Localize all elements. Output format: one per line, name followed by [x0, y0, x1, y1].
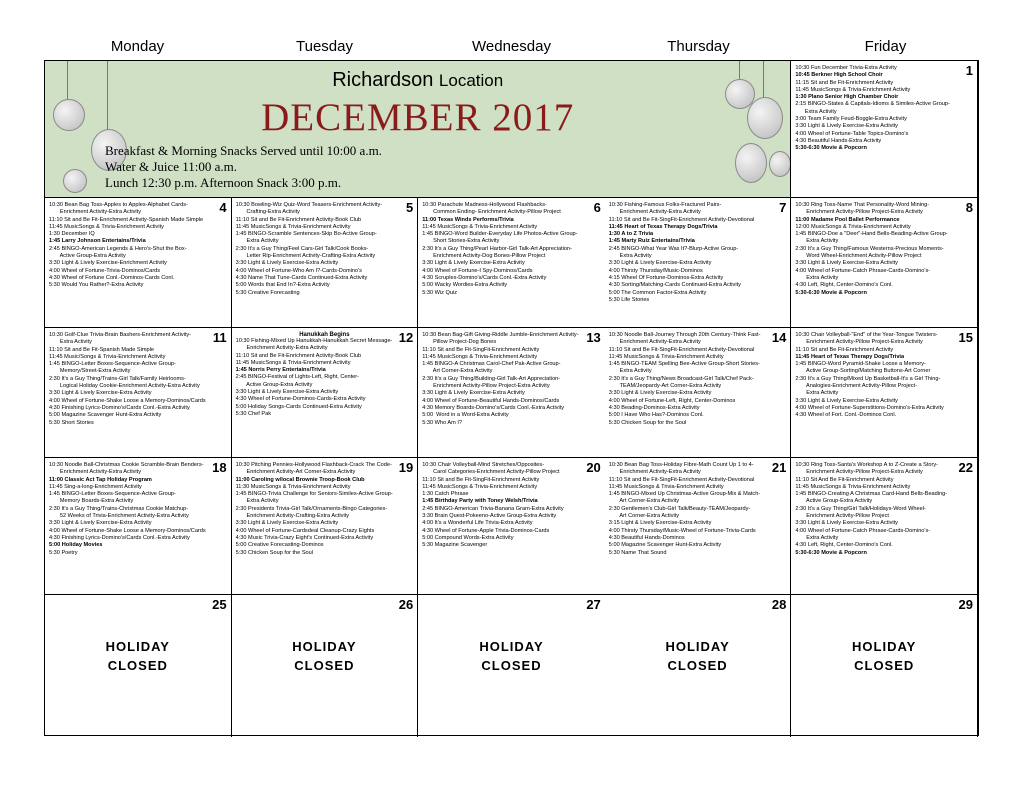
day-number: 25	[212, 597, 227, 612]
day-cell-5	[232, 198, 419, 328]
activity-line: Active Group-Extra Activity	[49, 253, 126, 260]
day-event-title: Hanukkah Begins	[299, 332, 350, 338]
activity-line: Letter Rip-Enrichment Activity-Crafting-Extra Activity	[235, 253, 376, 260]
activity-line: 1:45 Larry Johnson Entertains/Trivia	[49, 238, 146, 245]
activity-line: 11:45 MusicSongs & Trivia-Enrichment Activity	[422, 353, 538, 360]
activity-line: 5:30 Would You Rather?-Extra Activity	[49, 282, 144, 289]
day-cell-28	[605, 595, 792, 737]
day-number: 22	[958, 460, 973, 475]
activity-line: 11:15 Sit and Be Fit-Enrichment Activity	[795, 79, 894, 86]
activity-line: Enrichment Activity-Extra Activity	[235, 345, 328, 352]
day-number: 5	[405, 200, 414, 215]
calendar-grid	[44, 60, 979, 736]
day-cell-20	[418, 458, 605, 595]
day-number: 19	[398, 460, 414, 475]
activity-line: 11:00 Madame Pool Ballet Performance	[795, 216, 900, 223]
activity-line: Short Stories-Extra Activity	[422, 238, 500, 245]
day-number: 6	[593, 200, 601, 215]
activity-line: 3:30 Light & Lively Exercise-Extra Activity	[795, 123, 898, 130]
activity-line: Art Corner-Extra Activity	[608, 498, 680, 505]
activity-line: 10:30 Fun December Trivia-Extra Activity	[795, 65, 897, 71]
activity-line: 4:30 Memory Boards-Domino's/Cards Conl.-Extra Activity	[422, 404, 565, 411]
activity-line: 3:30 Light & Lively Exercise-Extra Activity	[49, 390, 152, 397]
day-cell-14	[605, 328, 792, 458]
day-cell-29	[791, 595, 978, 737]
activity-line: Enrichment Activity-Pillow Project	[795, 513, 889, 520]
activity-line: 5:00 Magazine Scavenger Hunt-Extra Activity	[49, 412, 162, 419]
activity-line: 5:00 I Have Who Has?-Dominos Conl.	[608, 412, 704, 419]
day-number: 12	[398, 330, 414, 345]
activity-line: 4:30 Finishing Lyrics-Domino's/Cards Conl.-Extra Activity	[49, 404, 190, 411]
activity-line: 1:45 Marty Ruiz Entertains/Trivia	[608, 238, 695, 245]
activity-line: 11:45 MusicSongs & Trivia-Enrichment Activity	[608, 483, 724, 490]
activity-line: 2:30 It's a Guy Thing/Mixed Up Basketball-It's a Girl Thing-	[795, 375, 941, 382]
activity-line: 1:45 BINGO-Word Builder-Everyday Life Photos-Active Group-	[422, 231, 578, 238]
activity-line: 4:00 Wheel of Fortune-Who Am I?-Cards-Domino's	[235, 267, 362, 274]
activity-line: 10:30 Ring Toss-Name That Personality-Word Mining-	[795, 202, 930, 208]
activity-line: 1:30 December IQ	[49, 231, 95, 238]
activity-line: 4:00 Wheel of Fortune-Shake Loose a Memory-Dominos/Cards	[49, 527, 206, 534]
activity-line: 4:30 Wheel of Fortune Conl.-Dominos-Cards Conl.	[49, 274, 175, 281]
holiday-label: HOLIDAY	[479, 639, 544, 654]
activity-line: 2:30 It's a Guy Thing/News Broadcast-Girl Talk/Chef Pack-	[608, 375, 754, 382]
activity-line: 10:30 Chair Volleyball-Mind Stretches/Opposites-	[422, 462, 545, 468]
activity-line: 11:45 MusicSongs & Trivia-Enrichment Activity	[49, 223, 164, 230]
activity-line: 2:45 BINGO-American Legends & Hero's-Shut the Box-	[49, 245, 187, 252]
activity-line: Enrichment Activity-Extra Activity	[608, 339, 701, 346]
activity-line: 10:30 Bean Bag-Gift Giving-Riddle Jumble-Enrichment Activity-	[422, 332, 579, 338]
day-number: 15	[958, 330, 973, 345]
holiday-closed-label	[232, 637, 418, 675]
day-number: 8	[965, 200, 973, 215]
activity-line: Extra Activity	[235, 498, 279, 505]
activity-line: 5:00 Creative Forecasting-Dominos	[235, 542, 324, 549]
holiday-closed-label	[605, 637, 791, 675]
day-cell-18	[45, 458, 232, 595]
day-number: 1	[965, 63, 973, 78]
activity-line: 5:30-6:30 Movie & Popcorn	[795, 145, 867, 152]
activity-line: 5:00 The Common Factor-Extra Activity	[608, 289, 707, 296]
weekday-thursday: Thursday	[667, 38, 730, 55]
activity-line: 2:45 BINGO-What Year Was It?-Blurp-Active Group-	[608, 245, 739, 252]
activity-line: 11:45 Music/Songs & Trivia-Enrichment Activity	[49, 353, 166, 360]
activity-line: Enrichment Activity-Extra Activity	[608, 469, 701, 476]
activity-line: 11:00 Caroling w/local Brownie Troop-Book Club	[235, 476, 365, 483]
activity-line: Enrichment Activity-Pillow Project-Extra Activity	[422, 383, 550, 390]
activity-line: 1:30 Plano Senior High Chamber Choir	[795, 94, 899, 101]
activity-line: 3:30 Light & Lively Exercise-Extra Activity	[49, 520, 152, 527]
activity-line: Enrichment Activity-Extra Activity	[49, 209, 142, 216]
activity-line: 3:00 Team Family Feud-Boggle-Extra Activity	[795, 116, 907, 123]
activity-line: Extra Activity	[795, 274, 839, 281]
day-cell-15	[791, 328, 978, 458]
weekday-header-row	[44, 38, 979, 60]
weekday-monday: Monday	[110, 38, 165, 55]
activity-line: 1:45 BINGO-TEAM Spelling Bee-Active Group-Short Stories-	[608, 361, 760, 368]
calendar-header-banner	[45, 61, 791, 198]
activity-line: 10:30 Parachute Madness-Hollywood Flashbacks-	[422, 202, 547, 208]
activity-line: Extra Activity	[49, 339, 92, 346]
activity-line: 10:30 Noodle Ball-Christmas Cookie Scramble-Brain Benders-	[49, 462, 204, 468]
location-name: Richardson	[332, 69, 434, 91]
activity-line: Enrichment Activity-Extra Activity	[49, 469, 142, 476]
ornament-icon	[63, 169, 87, 193]
activity-line: 1:30 A to Z Trivia	[608, 231, 654, 238]
activity-line: Word Wheel-Enrichment Activity-Pillow Project	[795, 253, 922, 260]
activity-line: 1:45 BINGO-Trivia Challenge for Seniors-Similes-Active Group-	[235, 491, 393, 498]
activity-line: Enrichment Activity-Pillow Project-Extra Activity	[795, 469, 923, 476]
activity-line: 3:30 Light & Lively Exercise-Extra Activity	[795, 520, 898, 527]
activity-line: 11:45 MusicSongs & Trivia-Enrichment Activity	[795, 483, 911, 490]
activity-line: 4:00 Wheel of Fortune-Trivia-Dominos/Cards	[49, 267, 161, 274]
activity-line: 11:10 Sit and Be Fit-Enrichment Activity-Book Club	[235, 352, 362, 359]
activity-line: Enrichment Activity-Dog Bones-Pillow Project	[422, 253, 546, 260]
activity-line: 10:30 Bean Bag Toss-Holiday Fibre-Math Count Up 1 to 4-	[608, 462, 754, 468]
activity-line: 10:30 Noodle Ball-Journey Through 20th Century-Think Fast-	[608, 332, 761, 338]
activity-line: 1:45 BINGO-Doe a "Deer"-Hand Bells-Beading-Active Group-	[795, 231, 948, 238]
activity-line: 1:45 Birthday Party with Toney Welsh/Trivia	[422, 498, 538, 505]
activity-line: Common Ending- Enrichment Activity-Pillow Project	[422, 209, 561, 216]
snack-schedule	[105, 143, 382, 191]
day-cell-27	[418, 595, 605, 737]
activity-line: 11:45 Heart of Texas Therapy Dogs/Trivia	[795, 353, 905, 360]
activity-line: 3:30 Light & Lively Exercise-Extra Activity	[235, 389, 339, 396]
snack-line: Breakfast & Morning Snacks Served until 10:00 a.m.	[105, 143, 382, 158]
day-number: 13	[586, 330, 601, 345]
activity-line: 1:45 BINGO-Letter Boxes-Sequence-Active Group-	[49, 491, 176, 498]
activity-line: 3:30 Light & Lively Exercise-Extra Activity	[608, 260, 712, 267]
day-number: 21	[771, 460, 787, 475]
activity-line: 4:30 Scruples-Domino's/Cards Conl.-Extra Activity	[422, 274, 547, 281]
activity-line: 3:30 Light & Lively Exercise-Extra Activity	[422, 390, 525, 397]
activity-line: 5:30 Magazine Scavenger	[422, 542, 488, 549]
day-number: 28	[771, 597, 787, 612]
activity-line: 1:30 Catch Phrase	[422, 491, 469, 498]
activity-line: 5:30 Chicken Soup for the Soul	[235, 549, 314, 556]
day-cell-4	[45, 198, 232, 328]
activity-line: 2:30 It's a Guy Thing/Pearl Harbor-Girl Talk-Art Appreciation-	[422, 245, 572, 252]
activity-line: Art Corner-Extra Activity	[608, 513, 680, 520]
holiday-closed-label	[418, 637, 605, 675]
activity-line: 4:30 Wheel of Fortune-Dominos-Cards-Extra Activity	[235, 396, 366, 403]
activity-line: Extra Activity	[608, 253, 652, 260]
weekday-friday: Friday	[864, 38, 907, 55]
activity-line: 5:00 Holiday Movies	[49, 542, 103, 549]
holiday-closed-label	[791, 637, 977, 675]
holiday-label: HOLIDAY	[105, 639, 170, 654]
activity-line: 2:15 BINGO-States & Capitals-Idioms & Similes-Active Group-	[795, 101, 950, 108]
activity-line: 1:45 BINGO-Scramble Sentences-Skip Bo-Active Group-	[235, 231, 377, 238]
activity-line: 5:30 Short Stories	[49, 419, 94, 426]
activity-line: 10:30 Chair Volleyball-"End" of the Year-Tongue Twisters-	[795, 332, 938, 338]
activity-line: 1:45 BINGO-Letter Boxes-Sequence-Active Group-	[49, 361, 176, 368]
activity-line: 4:30 Music Trivia-Crazy Eight's Continued-Extra Activity	[235, 534, 374, 541]
closed-label: CLOSED	[107, 658, 168, 673]
activity-line: 5:30 Life Stories	[608, 296, 650, 303]
activity-line: 3:30 Light & Lively Exercise-Extra Activity	[795, 260, 898, 267]
activity-line: 3:30 Light & Lively Exercise-Extra Activity	[795, 397, 898, 404]
activity-line: Enrichment Activity-Pillow Project-Extra Activity	[795, 209, 923, 216]
activity-line: 2:45 BINGO-American Trivia-Banana Gram-Extra Activity	[422, 505, 564, 512]
activity-line: 11:10 Sit and Be Fit-SingFit-Enrichment Activity	[422, 476, 540, 483]
activity-line: 4:30 Finishing Lyrics-Domino's/Cards Conl.-Extra Activity	[49, 534, 190, 541]
holiday-label: HOLIDAY	[665, 639, 730, 654]
activity-line: 11:10 Sit and Be Fit-SingFit-Enrichment Activity-Devotional	[608, 216, 755, 223]
activity-line: 5:00 Compound Words-Extra Activity	[422, 534, 514, 541]
activity-line: 2:30 It's a Guy Thing/Trains-Christmas Cookie Matchup-	[49, 505, 189, 512]
activity-line: 4:00 Thirsty Thursday/Music-Dominos	[608, 267, 703, 274]
activity-line: 2:30 Presidents Trivia-Girl Talk/Ornaments-Bingo Categories-	[235, 505, 388, 512]
activity-line: 2:30 It's a Guy Thing/Girl Talk/Holidays-Word Wheel-	[795, 505, 926, 512]
activity-line: 3:30 Light & Lively Exercise-Extra Activity	[235, 260, 339, 267]
activity-line: 11:00 Classic Act Tap Holiday Program	[49, 476, 152, 483]
activity-line: 11:10 Sit and Be Fit-Enrichment Activity-Book Club	[235, 216, 362, 223]
day-cell-8	[791, 198, 978, 328]
activity-line: Logical Holiday Cookie-Enrichment Activity-Extra Activity	[49, 383, 200, 390]
day-cell-22	[791, 458, 978, 595]
activity-line: 5:30 Name That Sound	[608, 549, 667, 556]
activity-line: Art Corner-Extra Activity	[422, 368, 493, 375]
activity-line: 4:00 Wheel of Fortune-Superstitions-Domino's-Extra Activity	[795, 404, 944, 411]
day-number: 7	[779, 200, 787, 215]
activity-line: 10:30 Golf-Clue Trivia-Brain Bashers-Enrichment Activity-	[49, 332, 192, 338]
day-cell-11	[45, 328, 232, 458]
day-number: 20	[586, 460, 601, 475]
activity-line: 5:00 Wacky Wordies-Extra Activity	[422, 282, 508, 289]
activity-line: 10:30 Fishing-Famous Folks-Fractured Pairs-	[608, 202, 722, 208]
activity-line: 4:00 Wheel of Fortune-Cardsdeal Cleanup-Crazy Eights	[235, 527, 375, 534]
day-number: 4	[219, 200, 227, 215]
day-cell-19	[232, 458, 419, 595]
location-suffix: Location	[438, 71, 504, 90]
activity-line: 3:30 Brain Quest-Pokeeno-Active Group-Extra Activity	[422, 513, 557, 520]
day-number: 26	[398, 597, 414, 612]
weekday-wednesday: Wednesday	[472, 38, 551, 55]
activity-line: 11:45 MusicSongs & Trivia-Enrichment Activity	[422, 223, 538, 230]
month-title: DECEMBER 2017	[261, 96, 575, 139]
activity-line: 11:10 Sit and Be Fit-Enrichment Activity-Spanish Made Simple	[49, 216, 204, 223]
weekday-tuesday: Tuesday	[296, 38, 353, 55]
activity-line: 11:45 Sing-a-long-Enrichment Activity	[49, 483, 142, 490]
activity-line: 11:45 MusicSongs & Trivia-Enrichment Activity	[235, 359, 351, 366]
day-number: 27	[586, 597, 601, 612]
activity-line: Memory Boards-Extra Activity	[49, 498, 134, 505]
activity-line: 10:30 Bowling-Wiz Quiz-Word Teasers-Enrichment Activity-	[235, 202, 383, 208]
snack-line: Lunch 12:30 p.m. Afternoon Snack 3:00 p.m.	[105, 175, 342, 190]
closed-label: CLOSED	[854, 658, 915, 673]
activity-line: 5:00 Word in a Word-Extra Activity	[422, 412, 509, 419]
activity-line: Extra Activity	[235, 238, 279, 245]
activity-line: Extra Activity	[795, 390, 839, 397]
activity-line: 1:45 BINGO-A Christmas Carol-Chef Pak-Active Group-	[422, 361, 561, 368]
activity-line: 5:30 Creative Forecasting	[235, 289, 300, 296]
activity-line: 4:00 Thirsty Thursday/Music-Wheel of Fortune-Trivia-Cards	[608, 527, 756, 534]
day-cell-13	[418, 328, 605, 458]
activity-line: 4:00 Wheel of Fortune-Catch Phrase-Cards-Domino's-	[795, 267, 931, 274]
activity-line: 10:45 Berkner High School Choir	[795, 72, 883, 79]
activity-line: 5:30 Poetry	[49, 549, 78, 556]
activity-line: 1:45 Norris Perry Entertains/Trivia	[235, 367, 326, 374]
activity-line: 4:30 Left, Right, Center-Domino's Conl.	[795, 282, 893, 289]
activity-line: 5:30 Who Am I?	[422, 419, 462, 426]
activity-line: 10:30 Pitching Pennies-Hollywood Flashback-Crack The Code-	[235, 462, 392, 468]
day-cell-25	[45, 595, 232, 737]
activity-line: Analogies-Enrichment Activity-Pillow Project-	[795, 383, 917, 390]
activity-line: 4:00 Wheel of Fortune-Shake Loose a Memory-Dominos/Cards	[49, 397, 206, 404]
activity-line: 10:30 Bean Bag Toss-Apples to Apples-Alphabet Cards-	[49, 202, 188, 208]
activity-line: 4:30 Wheel of Fort. Conl.-Dominos Conl.	[795, 412, 897, 419]
activity-line: 3:30 Light & Lively Exercise-Extra Activity	[608, 390, 712, 397]
activity-line: 4:15 Wheel Of Fortune-Dominos-Extra Activity	[608, 274, 724, 281]
activity-line: 5:30-6:30 Movie & Popcorn	[795, 289, 867, 296]
activity-line: 4:00 Wheel of Fortune-Catch Phrase-Cards-Domino's-	[795, 527, 931, 534]
activity-line: 4:00 Wheel of Fortune-Table Topics-Domino's	[795, 130, 909, 137]
activity-line: 11:10 Sit and Be Fit-SingFit-Enrichment Activity-Devotional	[608, 346, 755, 353]
activity-line: Extra Activity	[608, 368, 652, 375]
activity-line: Extra Activity	[795, 534, 839, 541]
ornament-icon	[769, 151, 791, 177]
activity-line: 4:00 It's a Wonderful Life Trivia-Extra Activity	[422, 520, 533, 527]
activity-line: TEAM/Jeopardy-Art Corner-Extra Activity	[608, 383, 722, 390]
activity-line: 2:30 Gentlemen's Club-Girl Talk/Beauty-TEAM/Jeopardy-	[608, 505, 751, 512]
day-cell-1	[791, 61, 978, 198]
activity-line: 2:30 It's a Guy Thing/Building-Girl Talk-Art Appreciation-	[422, 375, 561, 382]
day-number: 29	[958, 597, 973, 612]
holiday-label: HOLIDAY	[292, 639, 357, 654]
activity-line: 5:30-6:30 Movie & Popcorn	[795, 549, 867, 556]
activity-line: Pillow Project-Dog Bones	[422, 339, 497, 346]
activity-line: 11:45 MusicSongs & Trivia-Enrichment Activity	[235, 223, 351, 230]
activity-line: 3:30 Light & Lively Exercise-Extra Activity	[235, 520, 339, 527]
day-cell-6	[418, 198, 605, 328]
activity-line: Active Group-Extra Activity	[795, 498, 873, 505]
activity-line: 11:45 MusicSongs & Trivia-Enrichment Activity	[795, 86, 911, 93]
activity-line: Active Group-Extra Activity	[235, 381, 313, 388]
activity-line: 10:30 Fishing-Mixed Up Hanukkah-Hanukkah Secret Message-	[235, 338, 393, 344]
activity-line: Extra Activity	[795, 108, 837, 115]
activity-line: 11:10 Sit and Be Fit-Enrichment Activity	[795, 346, 894, 353]
day-cell-7	[605, 198, 792, 328]
activity-line: 5:30 Wiz Quiz	[422, 289, 458, 296]
activity-line: Enrichment Activity-Pillow Project-Extra Activity	[795, 339, 923, 346]
activity-line: Carol Categories-Enrichment Activity-Pillow Project	[422, 469, 560, 476]
activity-line: 5:30 Chef Pak	[235, 410, 272, 417]
activity-line: Enrichment Activity-Crafting-Extra Activity	[235, 513, 350, 520]
activity-line: Enrichment Activity-Art Corner-Extra Activity	[235, 469, 356, 476]
activity-line: 4:30 Wheel of Fortune-Apple Trivia-Dominos-Cards	[422, 527, 550, 534]
closed-label: CLOSED	[667, 658, 728, 673]
activity-line: 11:45 Heart of Texas Therapy Dogs/Trivia	[608, 223, 718, 230]
activity-line: 3:30 Light & Lively Exercise-Enrichment Activity	[49, 260, 167, 267]
activity-line: 4:30 Beautiful Hands-Dominos	[608, 534, 685, 541]
activity-line: 10:30 Ring Toss-Santa's Workshop A to Z-Create a Story-	[795, 462, 939, 468]
activity-line: 1:45 BINGO-Creating A Christmas Card-Hand Bells-Beading-	[795, 491, 948, 498]
activity-line: 3:15 Light & Lively Exercise-Extra Activity	[608, 520, 712, 527]
closed-label: CLOSED	[294, 658, 355, 673]
activity-line: 4:00 Wheel of Fortune-Left, Right, Center-Dominos	[608, 397, 736, 404]
activity-line: Memory/Street-Extra Activity	[49, 368, 131, 375]
activity-line: Active Group-Sorting/Matching Buttons-Art Corner	[795, 368, 931, 375]
activity-line: 4:00 Wheel of Fortune-I Spy-Dominos/Cards	[422, 267, 533, 274]
day-number: 11	[212, 330, 227, 345]
activity-line: 4:30 Beading-Dominos-Extra Activity	[608, 404, 700, 411]
activity-line: 11:45 MusicSongs & Trivia-Enrichment Activity	[608, 353, 724, 360]
activity-line: 5:30 Chicken Soup for the Soul	[608, 419, 687, 426]
activity-line: 11:10 Sit and Be Fit-SingFit-Enrichment Activity	[422, 346, 540, 353]
location-title	[45, 69, 790, 92]
activity-line: 5:00 Words that End In?-Extra Activity	[235, 282, 330, 289]
ornament-icon	[735, 143, 767, 183]
activity-line: 11:10 Sit and Be Fit-Spanish Made Simple	[49, 346, 154, 353]
activity-line: 11:30 MusicSongs & Trivia-Enrichment Activity	[235, 483, 351, 490]
holiday-label: HOLIDAY	[852, 639, 917, 654]
day-cell-12	[232, 328, 419, 458]
activity-line: 2:30 It's a Guy Thing/Feel Cars-Girl Talk/Cook Books-	[235, 245, 369, 252]
activity-line: 11:45 MusicSongs & Trivia-Enrichment Activity	[422, 483, 538, 490]
activity-line: 11:10 Sit and Be Fit-SingFit-Enrichment Activity-Devotional	[608, 476, 755, 483]
activity-line: 4:30 Left, Right, Center-Domino's Conl.	[795, 542, 893, 549]
activity-line: 4:30 Beautiful Hands-Extra Activity	[795, 137, 882, 144]
day-number: 18	[212, 460, 227, 475]
activity-line: 5:00 Holiday Songs-Cards Continued-Extra Activity	[235, 403, 362, 410]
activity-line: Crafting-Extra Activity	[235, 209, 300, 216]
day-cell-21	[605, 458, 792, 595]
activity-line: 2:45 BINGO-Festival of Lights-Left, Right, Center-	[235, 374, 360, 381]
activity-line: 2:30 It's a Guy Thing/Famous Westerns-Precious Moments-	[795, 245, 944, 252]
day-number: 14	[771, 330, 787, 345]
snack-line: Water & Juice 11:00 a.m.	[105, 159, 238, 174]
activity-line: 52 Weeks of Trivia-Enrichment Activity-Extra Activity	[49, 513, 189, 520]
holiday-closed-label	[45, 637, 231, 675]
activity-line: 3:30 Light & Lively Exercise-Extra Activity	[422, 260, 525, 267]
activity-line: 12:00 MusicSongs & Trivia-Enrichment Activity	[795, 223, 911, 230]
activity-line: 5:00 Magazine Scavenger Hunt-Extra Activity	[608, 542, 722, 549]
activity-line: 11:10 Sit And Be Fit-Enrichment Activity	[795, 476, 894, 483]
activity-line: 4:30 Sorting/Matching-Cards Continued-Extra Activity	[608, 282, 741, 289]
activity-line: 11:00 Texas Winds Performs/Trivia	[422, 216, 514, 223]
closed-label: CLOSED	[481, 658, 542, 673]
activity-line: 2:30 It's a Guy Thing/Trains-Girl Talk/Family Heirlooms-	[49, 375, 186, 382]
activity-line: 4:30 Name That Tune-Cards Continued-Extra Activity	[235, 274, 368, 281]
activity-line: Enrichment Activity-Extra Activity	[608, 209, 701, 216]
activity-line: 1:45 BINGO-Mixed Up Christmas-Active Group-Mix & Match-	[608, 491, 761, 498]
day-cell-26	[232, 595, 419, 737]
activity-line: 1:45 BINGO-Word Pyramid-Shake Loose a Memory-	[795, 361, 926, 368]
activity-line: Extra Activity	[795, 238, 839, 245]
activity-line: 4:00 Wheel of Fortune-Beautiful Hands-Dominos/Cards	[422, 397, 560, 404]
